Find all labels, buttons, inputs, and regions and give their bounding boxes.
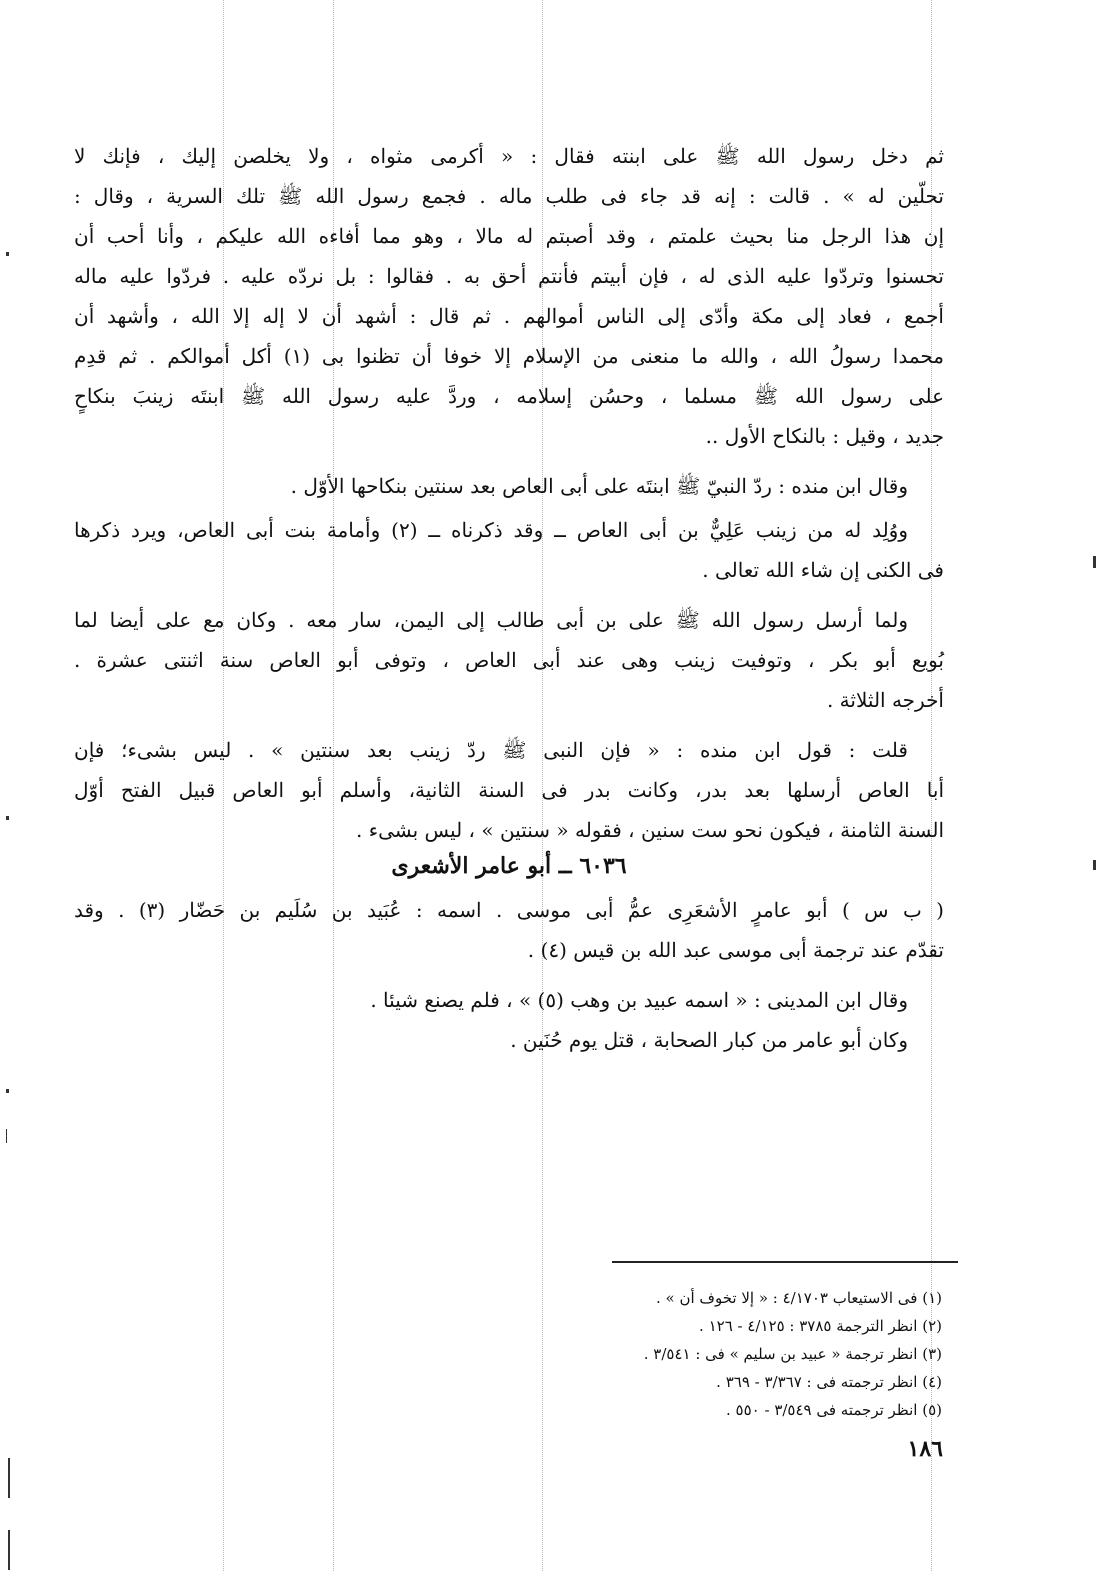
scan-edge-mark: [6, 252, 9, 256]
footnote-separator: [612, 1261, 958, 1263]
footnote: (٥) انظر ترجمته فى ٣/٥٤٩ - ٥٥٠ .: [725, 1401, 942, 1419]
text-line: أخرجه الثلاثة .: [826, 688, 944, 712]
scan-edge-mark: [8, 1530, 10, 1570]
text-line: قلت : قول ابن منده : « فإن النبى ﷺ ردّ زينب بعد سنتين » . ليس بشىء؛ فإن: [74, 738, 908, 762]
text-line: أجمع ، فعاد إلى مكة وأدّى إلى الناس أموالهم . ثم قال : أشهد أن لا إله إلا الله ، وأشهد أن: [74, 304, 944, 328]
entry-text: [74, 890, 944, 1210]
text-line: ثم دخل رسول الله ﷺ على ابنته فقال : « أكرمى مثواه ، ولا يخلصن إليك ، فإنك لا: [74, 144, 944, 168]
text-line: وقال ابن منده : ردّ النبيّ ﷺ ابنتَه على أبى العاص بعد سنتين بنكاحها الأوّل .: [290, 474, 908, 498]
text-line: تحسنوا وتردّوا عليه الذى له ، فإن أبيتم فأنتم أحق به . فقالوا : بل نردّه عليه . فردّوا عليه ماله: [74, 264, 944, 288]
text-line: ( ب س ) أبو عامرٍ الأشعَرِى عمُّ أبى موسى . اسمه : عُبَيد بن سُلَيم بن حَضّار (٣) . وقد: [74, 898, 944, 922]
footnote: (٤) انظر ترجمته فى : ٣/٣٦٧ - ٣٦٩ .: [716, 1373, 942, 1391]
footnote: (٣) انظر ترجمة « عبيد بن سليم » فى : ٣/٥٤١ .: [643, 1345, 942, 1363]
text-line: السنة الثامنة ، فيكون نحو ست سنين ، فقوله « سنتين » ، ليس بشىء .: [356, 818, 944, 842]
footnote: (١) فى الاستيعاب ٤/١٧٠٣ : « إلا تخوف أن » .: [656, 1289, 942, 1307]
entry-heading: ٦٠٣٦ ــ أبو عامر الأشعرى: [391, 853, 627, 879]
scan-edge-mark: [1093, 860, 1096, 870]
text-line: تحلّين له » . قالت : إنه قد جاء فى طلب ماله . فجمع رسول الله ﷺ تلك السرية ، وقال :: [74, 184, 944, 208]
text-line: ولما أرسل رسول الله ﷺ على بن أبى طالب إلى اليمن، سار معه . وكان مع على أيضا لما: [74, 608, 908, 632]
page-number: ١٨٦: [907, 1436, 943, 1462]
text-line: فى الكنى إن شاء الله تعالى .: [702, 558, 944, 582]
text-line: على رسول الله ﷺ مسلما ، وحسُن إسلامه ، وردَّ عليه رسول الله ﷺ ابنتَه زينبَ بنكاحٍ: [74, 384, 944, 408]
text-line: محمدا رسولُ الله ، والله ما منعنى من الإسلام إلا خوفا أن تظنوا بى (١) أكل أموالكم . ثم قدِم: [74, 344, 945, 368]
text-line: جديد ، وقيل : بالنكاح الأول ..: [705, 424, 944, 448]
text-line: ووُلِد له من زينب عَلِيٌّ بن أبى العاص ــ وقد ذكرناه ــ (٢) وأمامة بنت أبى العاص، ويرد ذكرها: [74, 518, 909, 542]
text-line: أبا العاص أرسلها بعد بدر، وكانت بدر فى السنة الثانية، وأسلم أبو العاص قبيل الفتح أوّل: [74, 778, 944, 802]
text-line: إن هذا الرجل منا بحيث علمتم ، وقد أصبتم له مالا ، وهو مما أفاءه الله عليكم ، وأنا أحب أن: [74, 224, 944, 248]
text-line: وقال ابن المدينى : « اسمه عبيد بن وهب (٥) » ، فلم يصنع شيئا .: [370, 988, 908, 1012]
footnotes: [480, 1284, 942, 1434]
scan-edge-mark: [6, 1129, 7, 1143]
text-line: تقدّم عند ترجمة أبى موسى عبد الله بن قيس (٤) .: [527, 938, 944, 962]
footnote: (٢) انظر الترجمة ٣٧٨٥ : ٤/١٢٥ - ١٢٦ .: [699, 1317, 942, 1335]
text-line: بُويع أبو بكر ، وتوفيت زينب وهى عند أبى العاص ، وتوفى أبو العاص سنة اثنتى عشرة .: [74, 648, 944, 672]
scan-edge-mark: [8, 1458, 10, 1498]
text-line: وكان أبو عامر من كبار الصحابة ، قتل يوم حُنَين .: [510, 1028, 908, 1052]
scan-edge-mark: [6, 1089, 9, 1093]
scan-edge-mark: [6, 816, 9, 820]
scan-edge-mark: [1093, 556, 1096, 568]
